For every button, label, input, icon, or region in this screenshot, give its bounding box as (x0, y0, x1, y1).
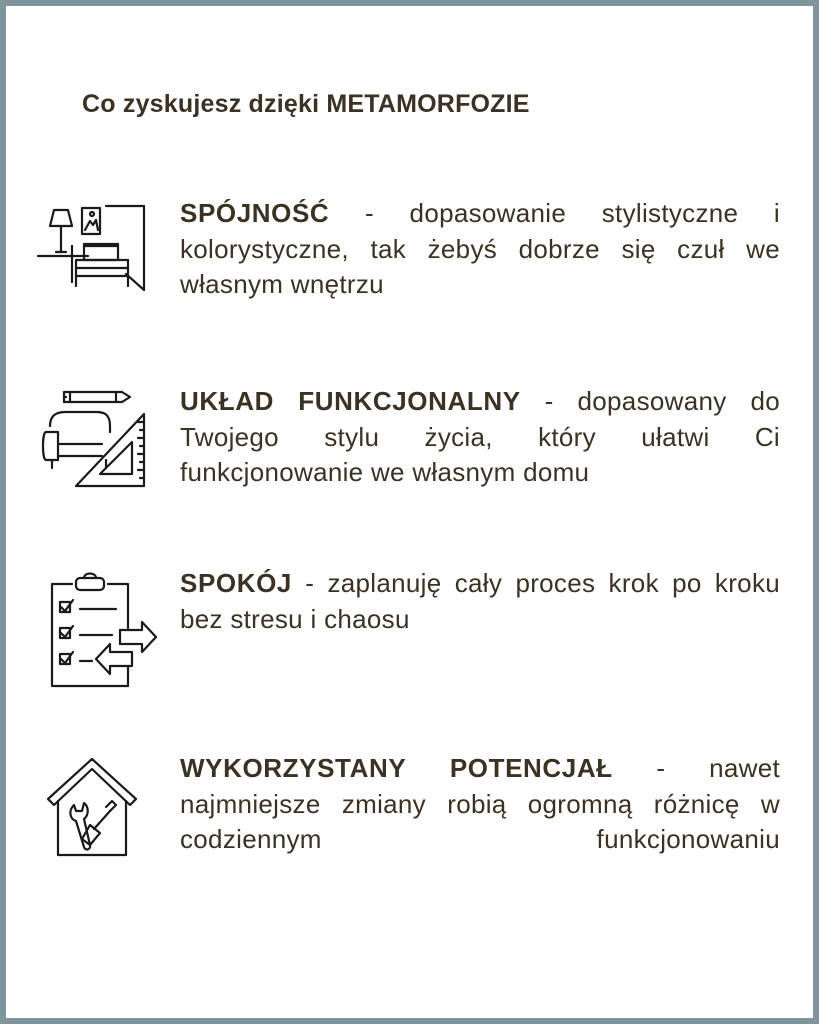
feature-text (180, 751, 780, 858)
feature-description: - zaplanuję cały proces krok po kroku bez stresu i chaosu (180, 568, 780, 634)
feature-term: SPÓJNOŚĆ (180, 198, 330, 228)
house-tools-icon (46, 755, 142, 859)
feature-text (180, 566, 780, 637)
bedroom-interior-icon (36, 204, 148, 296)
feature-term: SPOKÓJ (180, 568, 292, 598)
page-title: Co zyskujesz dzięki METAMORFOZIE (82, 90, 530, 118)
feature-text (180, 196, 780, 303)
clipboard-checklist-icon (46, 572, 158, 692)
feature-term: UKŁAD FUNKCJONALNY (180, 386, 521, 416)
feature-description: - dopasowany do Twojego stylu życia, który ułatwi Ci funkcjonowanie we własnym domu (180, 386, 780, 487)
content-card (6, 6, 813, 1018)
feature-description: - dopasowanie stylistyczne i kolorystyczne, tak żebyś dobrze się czuł we własnym wnętrzu (180, 198, 780, 299)
feature-description: - nawet najmniejsze zmiany robią ogromną różnicę w codziennym funkcjonowaniu (180, 753, 781, 854)
sofa-design-tools-icon (36, 388, 148, 490)
feature-term: WYKORZYSTANY POTENCJAŁ (180, 753, 613, 783)
feature-text (180, 384, 780, 491)
